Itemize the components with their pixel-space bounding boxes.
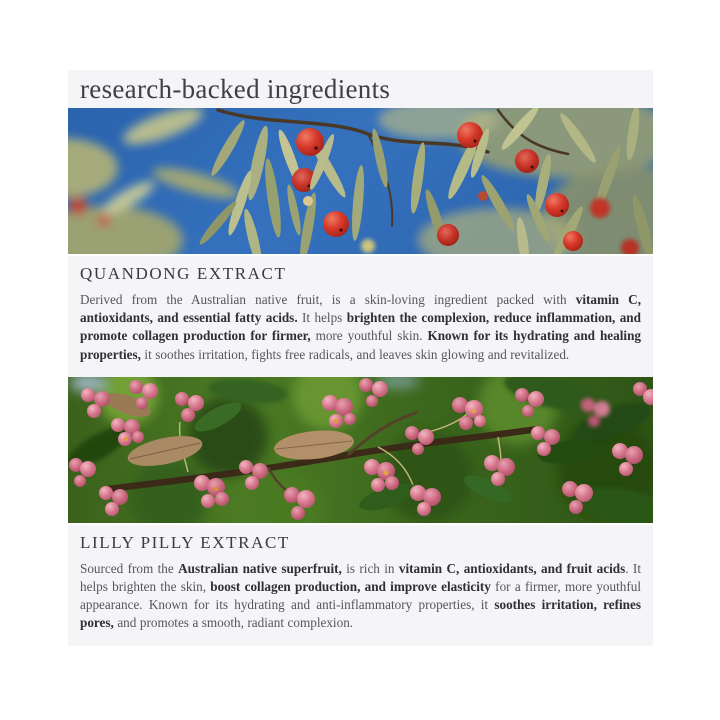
- lilly-pilly-photo-art: [68, 377, 653, 523]
- section-paragraph: Derived from the Australian native fruit, is a skin-loving ingredient packed with vitamin C, antioxidants, and essential fatty acids. It helps brighten the complexion, reduce inflammation, and promote collagen production for firmer, more youthful skin. Known for its hydrating and healing properties, it soothes irritation, fights free radicals, and leaves skin glowing and revitalized.: [80, 292, 641, 362]
- lilly-pilly-photo: [68, 377, 653, 523]
- section-heading: LILLY PILLY EXTRACT: [80, 532, 290, 552]
- quandong-photo: [68, 108, 653, 254]
- section-paragraph: Sourced from the Australian native superfruit, is rich in vitamin C, antioxidants, and fruit acids. It helps brighten the skin, boost collagen production, and improve elasticity for a firmer, more youthful appearance. Known for its hydrating and anti-inflammatory properties, it soothes irritation, refines pores, and promotes a smooth, radiant complexion.: [80, 560, 642, 631]
- section-heading: QUANDONG EXTRACT: [80, 264, 287, 283]
- section-lilly-pilly: [68, 525, 653, 646]
- product-infographic: [68, 0, 653, 646]
- section-quandong: [68, 256, 653, 377]
- quandong-photo-art: [68, 108, 653, 254]
- page-title: research-backed ingredients: [80, 73, 391, 104]
- header-band: [68, 70, 653, 108]
